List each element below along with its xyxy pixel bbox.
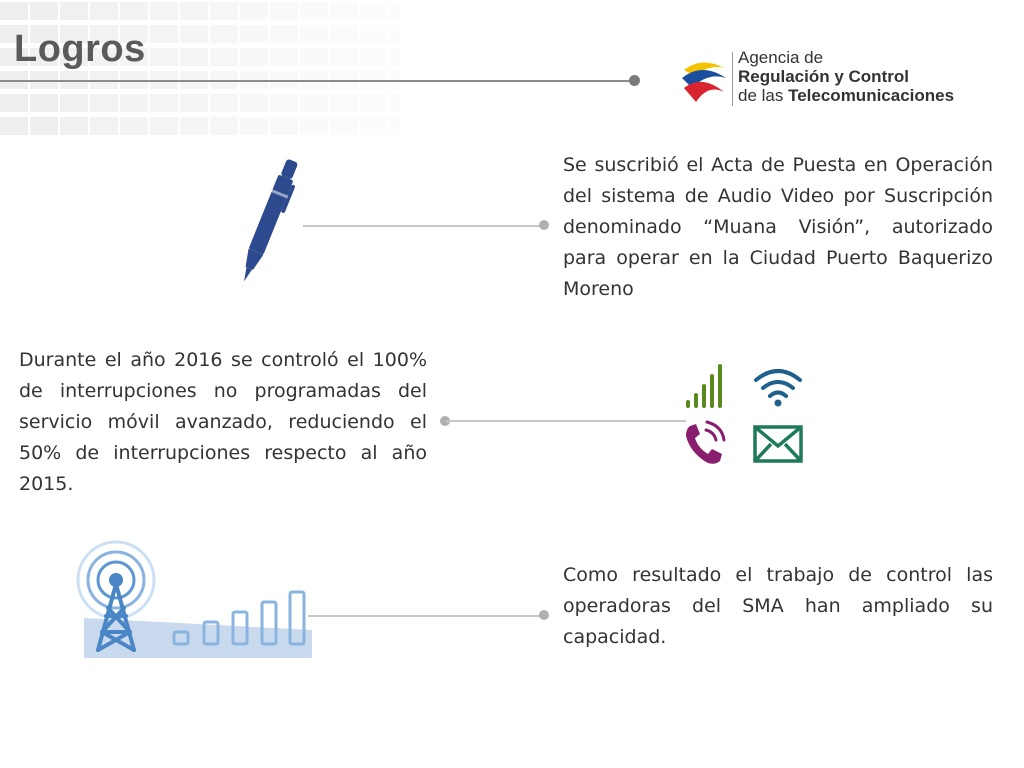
- decorative-tile: [210, 94, 238, 112]
- decorative-tile: [90, 2, 118, 20]
- decorative-tile: [390, 48, 400, 66]
- decorative-tile: [60, 117, 88, 135]
- decorative-tile: [360, 94, 388, 112]
- decorative-tile: [150, 117, 178, 135]
- decorative-tile: [330, 25, 358, 43]
- decorative-tile: [60, 2, 88, 20]
- decorative-tile: [240, 25, 268, 43]
- logo-line-1: Agencia de: [738, 48, 824, 67]
- decorative-tile: [390, 2, 400, 20]
- arcotel-logo: [680, 48, 980, 110]
- decorative-tile: [270, 2, 298, 20]
- achievement-text-3: Como resultado el trabajo de control las operadoras del SMA han ampliado su capacidad.: [563, 564, 993, 648]
- decorative-tile: [330, 2, 358, 20]
- decorative-tile: [60, 94, 88, 112]
- decorative-tile: [240, 117, 268, 135]
- title-divider-line: [0, 80, 634, 82]
- connector-dot-1: [539, 220, 549, 230]
- connector-line-1: [303, 225, 543, 227]
- decorative-tile: [360, 48, 388, 66]
- antenna-tower-icon: [56, 538, 316, 663]
- decorative-tile: [390, 94, 400, 112]
- decorative-tile: [270, 117, 298, 135]
- logo-divider: [732, 52, 733, 106]
- decorative-tile: [300, 117, 328, 135]
- decorative-tile: [0, 94, 28, 112]
- achievement-text-1: Se suscribió el Acta de Puesta en Operación del sistema de Audio Video por Suscripción denominado “Muana Visión”, autorizado para operar en la Ciudad Puerto Baquerizo Moreno: [563, 154, 993, 300]
- decorative-tile: [180, 117, 208, 135]
- mail-envelope-icon: [752, 424, 804, 464]
- decorative-tile: [240, 2, 268, 20]
- wifi-icon: [752, 366, 804, 408]
- decorative-tile: [270, 25, 298, 43]
- signal-bars-icon: [680, 362, 730, 412]
- decorative-tile: [390, 117, 400, 135]
- connector-line-2: [446, 420, 686, 422]
- decorative-tile: [360, 25, 388, 43]
- decorative-tile: [270, 94, 298, 112]
- logo-swoosh-icon: [680, 48, 732, 110]
- decorative-tile: [90, 117, 118, 135]
- decorative-tile: [360, 117, 388, 135]
- connector-line-3: [308, 615, 544, 617]
- decorative-tile: [330, 94, 358, 112]
- logo-line-3: [738, 86, 954, 105]
- decorative-tile: [120, 2, 148, 20]
- decorative-tile: [240, 48, 268, 66]
- decorative-tile: [210, 2, 238, 20]
- decorative-tile: [150, 2, 178, 20]
- decorative-tile: [330, 117, 358, 135]
- decorative-tile: [90, 94, 118, 112]
- decorative-tile: [180, 94, 208, 112]
- decorative-tile: [180, 25, 208, 43]
- decorative-tile: [150, 48, 178, 66]
- decorative-tile: [240, 94, 268, 112]
- connector-dot-3: [539, 610, 549, 620]
- decorative-tile: [0, 2, 28, 20]
- decorative-tile: [150, 94, 178, 112]
- decorative-tile: [120, 117, 148, 135]
- decorative-tile: [120, 94, 148, 112]
- decorative-tile: [30, 117, 58, 135]
- decorative-tile: [0, 117, 28, 135]
- decorative-tile: [360, 2, 388, 20]
- decorative-tile: [300, 2, 328, 20]
- decorative-tile: [210, 117, 238, 135]
- logo-text: [738, 48, 954, 105]
- pen-icon: [228, 150, 308, 295]
- decorative-tile: [210, 25, 238, 43]
- decorative-tile: [330, 48, 358, 66]
- decorative-tile: [270, 48, 298, 66]
- decorative-tile: [300, 48, 328, 66]
- decorative-tile: [180, 2, 208, 20]
- logo-line-2: Regulación y Control: [738, 67, 909, 86]
- decorative-tile: [390, 25, 400, 43]
- decorative-tile: [150, 25, 178, 43]
- decorative-tile: [30, 2, 58, 20]
- slide-title: Logros: [14, 28, 146, 70]
- decorative-tile: [300, 25, 328, 43]
- decorative-tile: [300, 94, 328, 112]
- decorative-tile: [210, 48, 238, 66]
- achievement-text-2: Durante el año 2016 se controló el 100% de interrupciones no programadas del servicio móvil avanzado, reduciendo el 50% de interrupciones respecto al año 2015.: [19, 349, 427, 495]
- phone-call-icon: [680, 418, 730, 470]
- logo-line-3-prefix: de las: [738, 86, 789, 105]
- title-divider-dot: [629, 75, 640, 86]
- logo-line-3-bold: Telecomunicaciones: [788, 86, 955, 105]
- decorative-tile: [180, 48, 208, 66]
- decorative-tile: [30, 94, 58, 112]
